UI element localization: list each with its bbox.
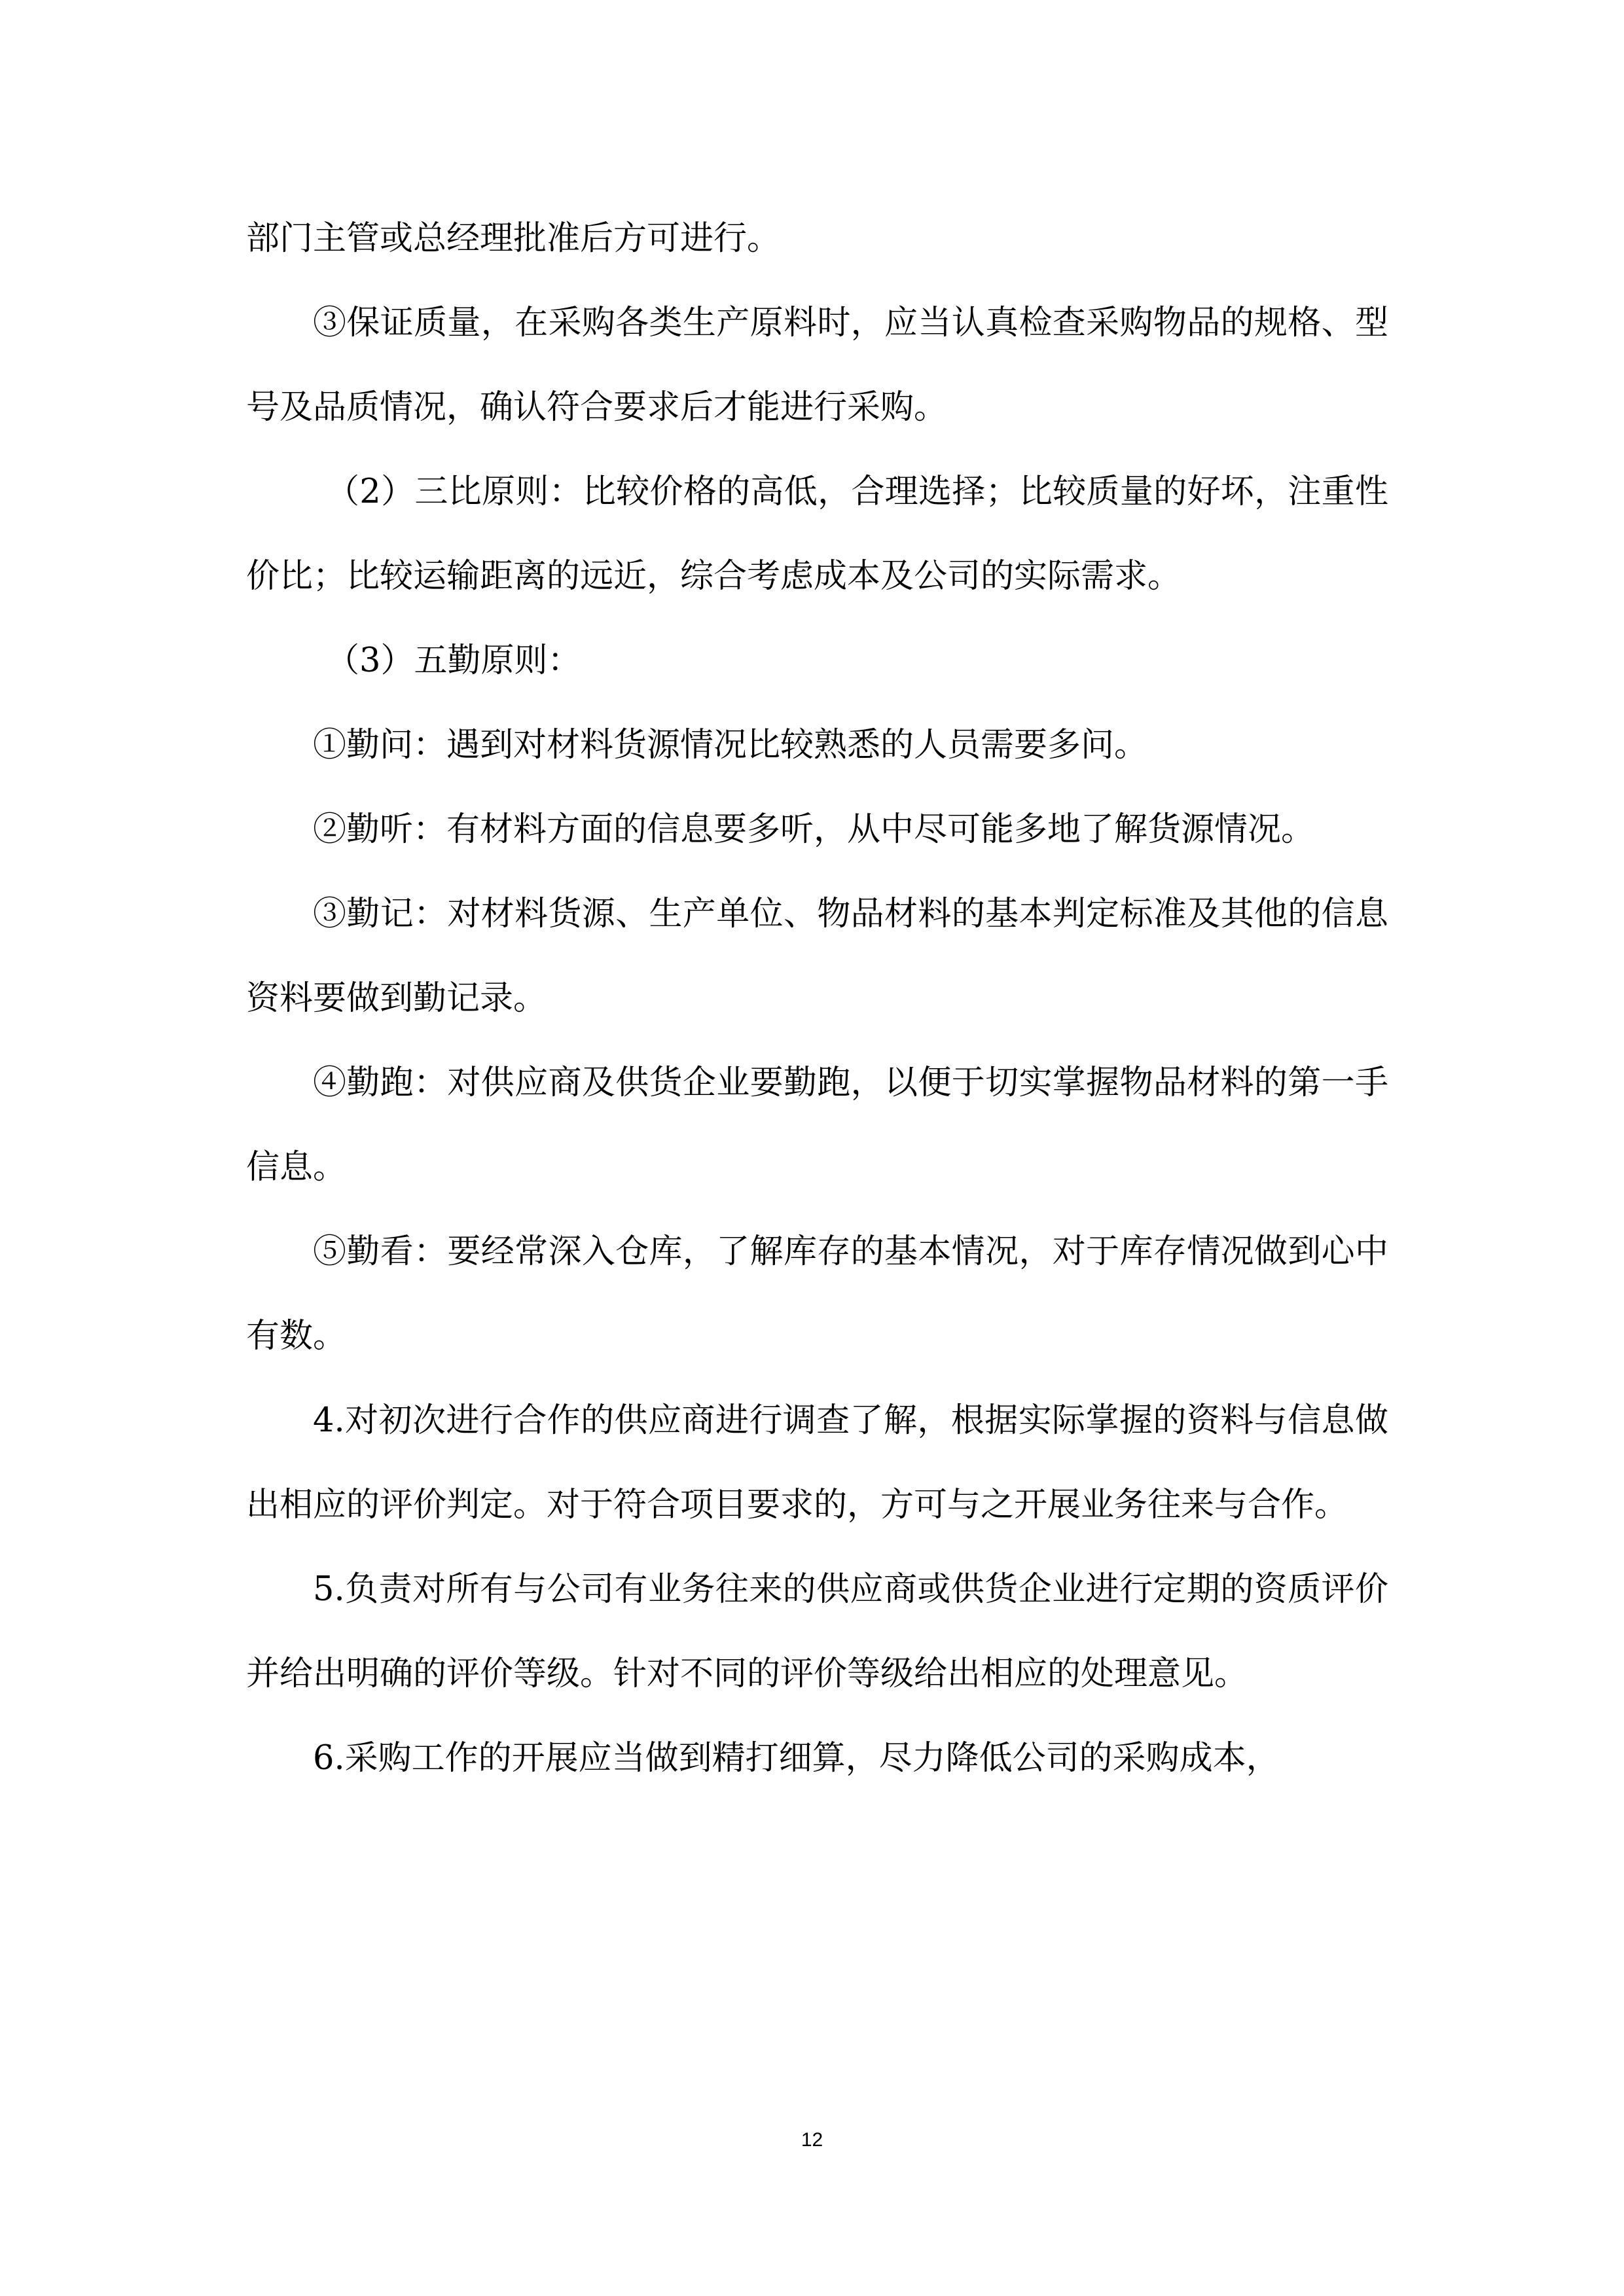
paragraph-item-6-cost-control: 6.采购工作的开展应当做到精打细算，尽力降低公司的采购成本， — [313, 1739, 1280, 1778]
paragraph-diligent-asking: ①勤问：遇到对材料货源情况比较熟悉的人员需要多问。 — [313, 726, 1148, 764]
paragraph-quality-assurance: ③保证质量，在采购各类生产原料时，应当认真检查采购物品的规格、型号及品质情况，确认符合要求后才能进行采购。 — [246, 304, 1388, 427]
paragraph-diligent-recording: ③勤记：对材料货源、生产单位、物品材料的基本判定标准及其他的信息资料要做到勤记录。 — [246, 895, 1388, 1018]
paragraph-diligent-listening: ②勤听：有材料方面的信息要多听，从中尽可能多地了解货源情况。 — [313, 810, 1315, 849]
paragraph-diligent-visiting: ④勤跑：对供应商及供货企业要勤跑，以便于切实掌握物品材料的第一手信息。 — [246, 1064, 1388, 1187]
paragraph-diligent-inspecting: ⑤勤看：要经常深入仓库，了解库存的基本情况，对于库存情况做到心中有数。 — [246, 1232, 1388, 1355]
document-body — [246, 196, 1388, 1801]
paragraph-five-diligence-heading: （3）五勤原则： — [326, 641, 581, 680]
paragraph-approval: 部门主管或总经理批准后方可进行。 — [246, 219, 781, 258]
paragraph-three-comparisons: （2）三比原则：比较价格的高低，合理选择；比较质量的好坏，注重性价比；比较运输距离的远近，综合考虑成本及公司的实际需求。 — [246, 473, 1388, 596]
page-number: 12 — [801, 2129, 823, 2151]
paragraph-item-4-supplier-survey: 4.对初次进行合作的供应商进行调查了解，根据实际掌握的资料与信息做出相应的评价判定。对于符合项目要求的，方可与之开展业务往来与合作。 — [246, 1401, 1388, 1524]
paragraph-item-5-supplier-evaluation: 5.负责对所有与公司有业务往来的供应商或供货企业进行定期的资质评价并给出明确的评价等级。针对不同的评价等级给出相应的处理意见。 — [246, 1570, 1388, 1693]
